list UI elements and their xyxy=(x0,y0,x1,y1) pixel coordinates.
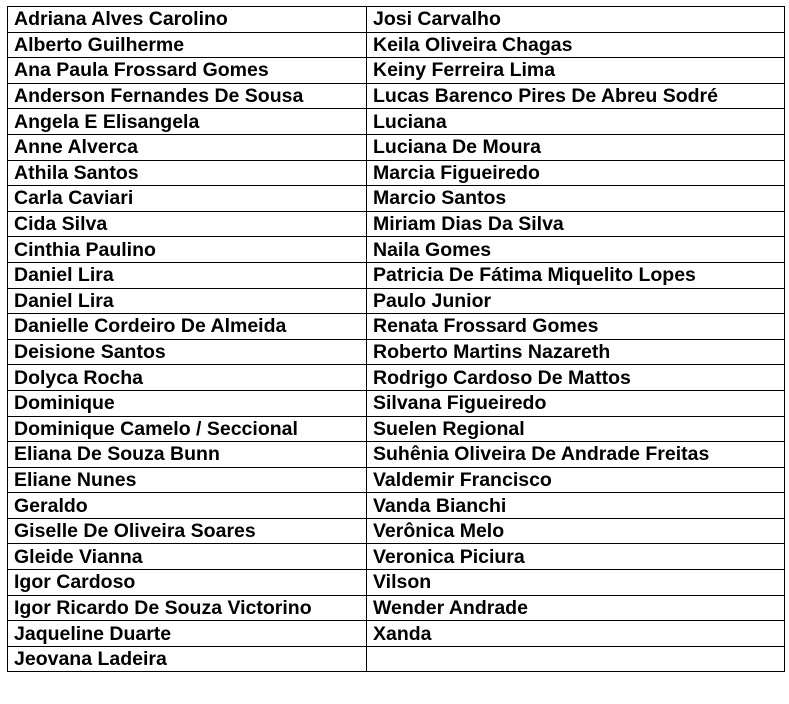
name-cell-left: Giselle De Oliveira Soares xyxy=(8,518,367,544)
names-table xyxy=(7,6,785,672)
table-row xyxy=(8,595,785,621)
table-row xyxy=(8,467,785,493)
name-cell-left: Danielle Cordeiro De Almeida xyxy=(8,314,367,340)
name-cell-right: Luciana xyxy=(367,109,785,135)
table-row xyxy=(8,416,785,442)
name-cell-left: Alberto Guilherme xyxy=(8,32,367,58)
name-cell-left: Dominique Camelo / Seccional xyxy=(8,416,367,442)
name-cell-left: Jeovana Ladeira xyxy=(8,646,367,672)
name-cell-right: Renata Frossard Gomes xyxy=(367,314,785,340)
table-row xyxy=(8,493,785,519)
name-cell-right: Marcia Figueiredo xyxy=(367,160,785,186)
name-cell-right: Xanda xyxy=(367,621,785,647)
name-cell-right: Vanda Bianchi xyxy=(367,493,785,519)
name-cell-right: Suhênia Oliveira De Andrade Freitas xyxy=(367,442,785,468)
table-row xyxy=(8,390,785,416)
table-row xyxy=(8,646,785,672)
name-cell-right: Josi Carvalho xyxy=(367,7,785,33)
name-cell-right: Suelen Regional xyxy=(367,416,785,442)
name-cell-right: Rodrigo Cardoso De Mattos xyxy=(367,365,785,391)
table-row xyxy=(8,339,785,365)
table-row xyxy=(8,442,785,468)
name-cell-left: Adriana Alves Carolino xyxy=(8,7,367,33)
name-cell-left: Geraldo xyxy=(8,493,367,519)
name-cell-left: Eliane Nunes xyxy=(8,467,367,493)
name-cell-right: Silvana Figueiredo xyxy=(367,390,785,416)
name-cell-right: Vilson xyxy=(367,570,785,596)
name-cell-left: Jaqueline Duarte xyxy=(8,621,367,647)
name-cell-left: Cinthia Paulino xyxy=(8,237,367,263)
table-row xyxy=(8,7,785,33)
table-row xyxy=(8,160,785,186)
name-cell-left: Deisione Santos xyxy=(8,339,367,365)
table-row xyxy=(8,134,785,160)
table-row xyxy=(8,314,785,340)
table-row xyxy=(8,109,785,135)
name-cell-left: Anne Alverca xyxy=(8,134,367,160)
name-cell-left: Gleide Vianna xyxy=(8,544,367,570)
name-cell-left: Carla Caviari xyxy=(8,186,367,212)
name-cell-left: Igor Cardoso xyxy=(8,570,367,596)
name-cell-right: Keiny Ferreira Lima xyxy=(367,58,785,84)
name-cell-left: Ana Paula Frossard Gomes xyxy=(8,58,367,84)
name-cell-right: Miriam Dias Da Silva xyxy=(367,211,785,237)
names-table-body xyxy=(8,7,785,672)
name-cell-right: Marcio Santos xyxy=(367,186,785,212)
name-cell-left: Daniel Lira xyxy=(8,288,367,314)
name-cell-left: Angela E Elisangela xyxy=(8,109,367,135)
name-cell-right: Paulo Junior xyxy=(367,288,785,314)
name-cell-right: Patricia De Fátima Miquelito Lopes xyxy=(367,262,785,288)
name-cell-left: Dominique xyxy=(8,390,367,416)
name-cell-right: Valdemir Francisco xyxy=(367,467,785,493)
name-cell-right: Naila Gomes xyxy=(367,237,785,263)
table-row xyxy=(8,83,785,109)
name-cell-left: Daniel Lira xyxy=(8,262,367,288)
table-row xyxy=(8,211,785,237)
table-row xyxy=(8,288,785,314)
name-cell-left: Anderson Fernandes De Sousa xyxy=(8,83,367,109)
table-row xyxy=(8,621,785,647)
name-cell-left: Cida Silva xyxy=(8,211,367,237)
name-cell-left: Dolyca Rocha xyxy=(8,365,367,391)
table-row xyxy=(8,544,785,570)
name-cell-right: Keila Oliveira Chagas xyxy=(367,32,785,58)
table-row xyxy=(8,262,785,288)
table-row xyxy=(8,186,785,212)
table-row xyxy=(8,32,785,58)
name-cell-right: Luciana De Moura xyxy=(367,134,785,160)
name-cell-right: Verônica Melo xyxy=(367,518,785,544)
name-cell-left: Athila Santos xyxy=(8,160,367,186)
table-row xyxy=(8,570,785,596)
table-row xyxy=(8,365,785,391)
name-cell-right: Veronica Piciura xyxy=(367,544,785,570)
table-row xyxy=(8,58,785,84)
name-cell-right: Roberto Martins Nazareth xyxy=(367,339,785,365)
name-cell-left: Eliana De Souza Bunn xyxy=(8,442,367,468)
name-cell-right xyxy=(367,646,785,672)
table-row xyxy=(8,518,785,544)
name-cell-right: Wender Andrade xyxy=(367,595,785,621)
name-cell-right: Lucas Barenco Pires De Abreu Sodré xyxy=(367,83,785,109)
name-cell-left: Igor Ricardo De Souza Victorino xyxy=(8,595,367,621)
table-row xyxy=(8,237,785,263)
